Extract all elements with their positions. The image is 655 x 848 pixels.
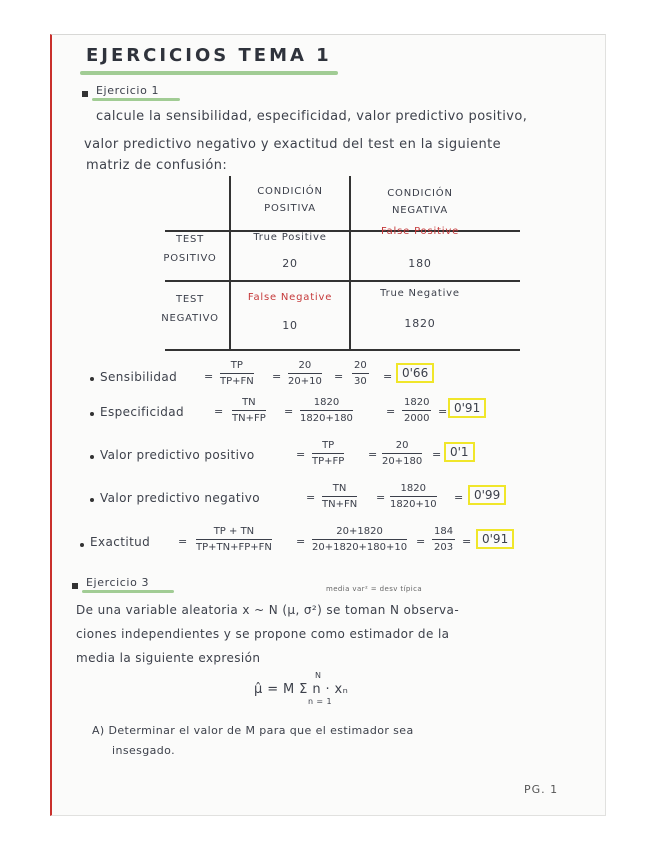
result-bullet [90, 455, 94, 459]
answer-box: 0'66 [396, 363, 434, 383]
fraction: 1820 1820+10 [390, 483, 437, 511]
row-header-positive: TEST POSITIVO [163, 234, 217, 264]
result-name: Sensibilidad [100, 370, 178, 384]
col-header-negative: CONDICIÓN NEGATIVA [387, 188, 453, 216]
result-name: Valor predictivo negativo [100, 491, 261, 505]
row-header-negative: TEST NEGATIVO [161, 294, 219, 324]
exercise3-statement-line1: De una variable aleatoria x ~ N (μ, σ²) se toman N observa- [76, 603, 460, 617]
estimator-formula: μ̂ = M Σ n · xₙ [254, 682, 349, 697]
fraction: TN TN+FP [232, 397, 266, 425]
exercise1-highlight [92, 98, 180, 101]
exercise3-statement-line2: ciones independientes y se propone como estimador de la [76, 627, 450, 641]
table-line [165, 349, 520, 351]
exercise1-statement-line2: valor predictivo negativo y exactitud del test en la siguiente [84, 137, 502, 152]
fraction: TP + TN TP+TN+FP+FN [196, 526, 272, 554]
col-header-positive: CONDICIÓN POSITIVA [257, 186, 323, 214]
answer-box: 0'91 [476, 529, 514, 549]
cell-false-negative: False Negative 10 [247, 292, 333, 332]
fraction: 20 20+10 [288, 360, 322, 388]
fraction: TP TP+FN [220, 360, 254, 388]
exercise1-statement-line1: calcule la sensibilidad, especificidad, valor predictivo positivo, [96, 109, 528, 124]
sum-lower-limit: n = 1 [308, 697, 332, 706]
table-line [349, 176, 351, 351]
answer-box: 0'99 [468, 485, 506, 505]
section-bullet [82, 91, 88, 97]
result-bullet [90, 377, 94, 381]
result-bullet [80, 543, 84, 547]
cell-false-positive: False Positive 180 [380, 226, 460, 270]
result-bullet [90, 498, 94, 502]
exercise1-label: Ejercicio 1 [96, 84, 160, 97]
result-name: Exactitud [90, 535, 151, 549]
title-highlight [80, 71, 338, 75]
result-name: Valor predictivo positivo [100, 448, 255, 462]
exercise1-statement-line3: matriz de confusión: [86, 158, 228, 173]
result-bullet [90, 412, 94, 416]
table-line [229, 176, 231, 351]
fraction: 1820 2000 [404, 397, 430, 425]
cell-true-negative: True Negative 1820 [380, 288, 460, 330]
section-bullet [72, 583, 78, 589]
exercise3-label: Ejercicio 3 [86, 576, 150, 589]
sum-upper-limit: N [315, 671, 322, 680]
fraction: TP TP+FP [312, 440, 345, 468]
result-name: Especificidad [100, 405, 185, 419]
exercise3-highlight [82, 590, 174, 593]
exercise3-annotation: media var² = desv típica [326, 585, 423, 593]
part-a-line1: A) Determinar el valor de M para que el estimador sea [92, 724, 414, 737]
fraction: 184 203 [434, 526, 454, 554]
part-a-line2: insesgado. [112, 744, 175, 757]
page-title: EJERCICIOS TEMA 1 [86, 45, 332, 66]
fraction: 1820 1820+180 [300, 397, 353, 425]
fraction: TN TN+FN [322, 483, 358, 511]
fraction: 20 20+180 [382, 440, 423, 468]
fraction: 20 30 [354, 360, 367, 388]
fraction: 20+1820 20+1820+180+10 [312, 526, 408, 554]
confusion-matrix [161, 176, 520, 351]
exercise3-statement-line3: media la siguiente expresión [76, 651, 261, 665]
table-line [165, 280, 520, 282]
answer-box: 0'1 [444, 442, 475, 462]
cell-true-positive: True Positive 20 [253, 232, 327, 270]
page-number: PG. 1 [524, 783, 559, 796]
answer-box: 0'91 [448, 398, 486, 418]
